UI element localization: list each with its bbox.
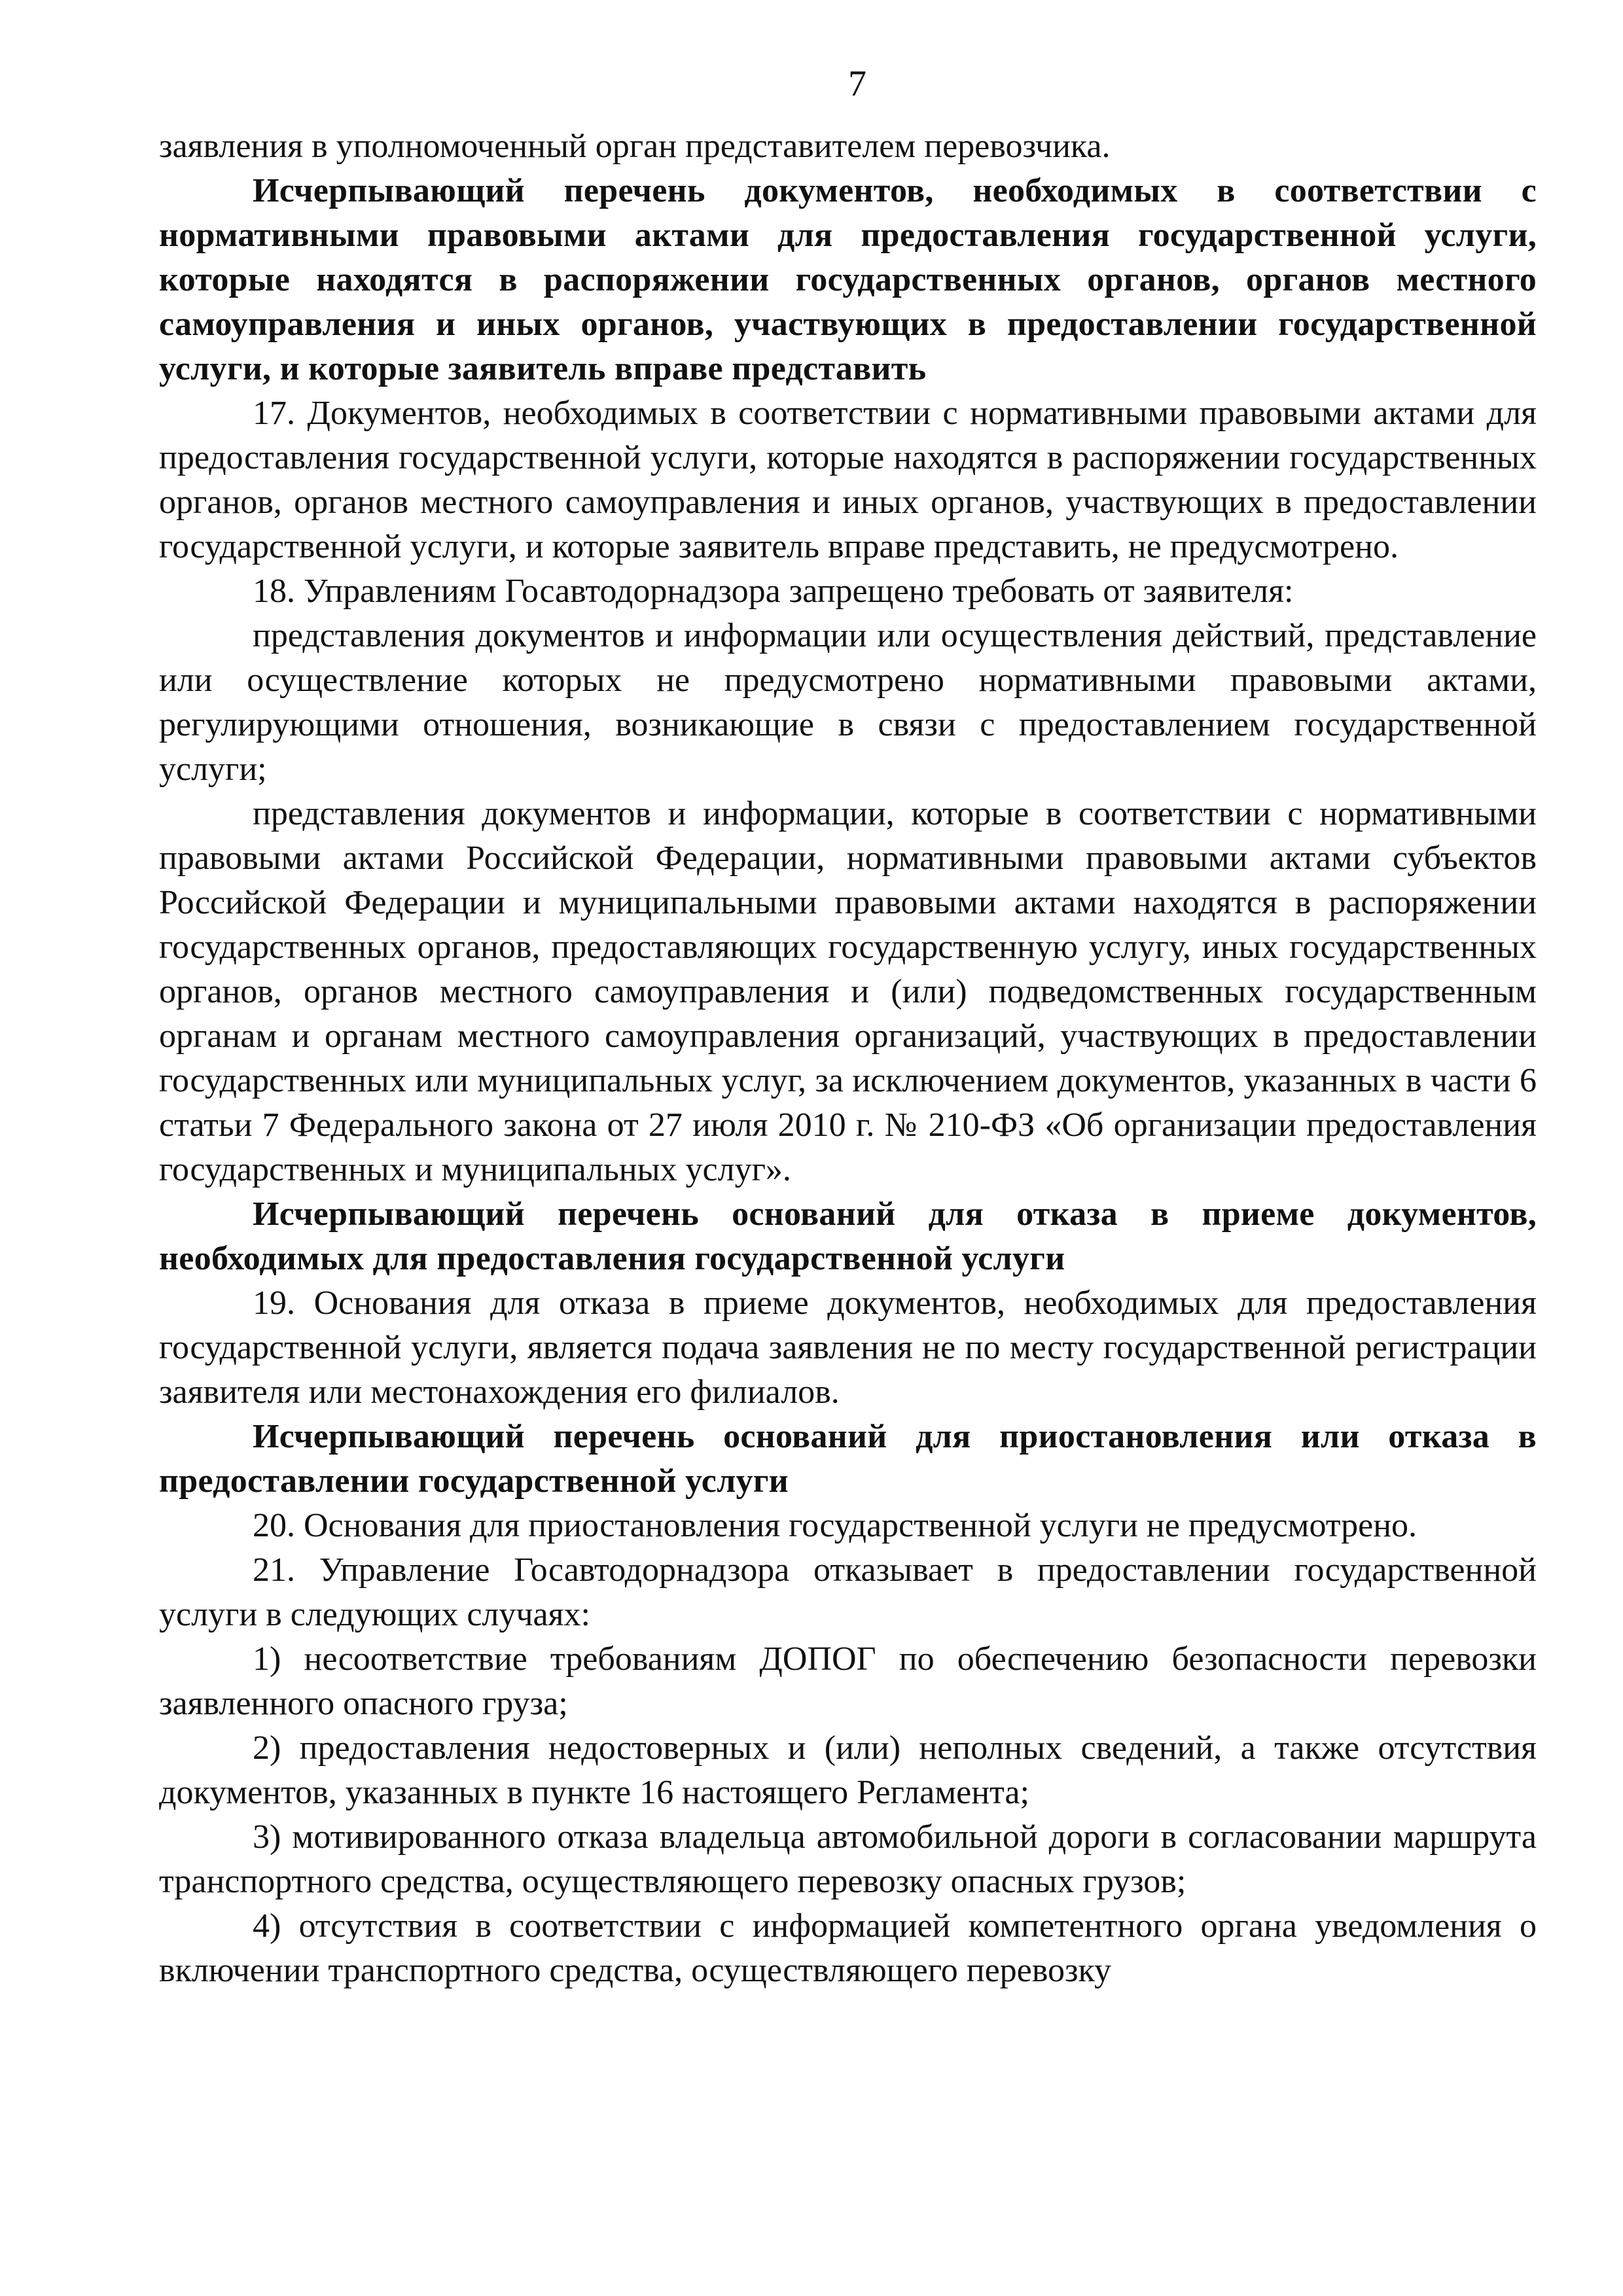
document-body — [159, 124, 1537, 1993]
paragraph-21-item-3: 3) мотивированного отказа владельца автомобильной дороги в согласовании маршрута транспортного средства, осуществляющего перевозку опасных грузов; — [159, 1818, 1537, 1900]
paragraph-19: 19. Основания для отказа в приеме документов, необходимых для предоставления государственной услуги, является подача заявления не по месту государственной регистрации заявителя или местонахождения его филиалов. — [159, 1284, 1537, 1411]
paragraph-21-item-1: 1) несоответствие требованиям ДОПОГ по обеспечению безопасности перевозки заявленного опасного груза; — [159, 1640, 1537, 1722]
paragraph-21-item-4: 4) отсутствия в соответствии с информацией компетентного органа уведомления о включении транспортного средства, осуществляющего перевозку — [159, 1907, 1537, 1989]
section-heading-suspension-refusal: Исчерпывающий перечень оснований для приостановления или отказа в предоставлении государственной услуги — [159, 1418, 1537, 1500]
paragraph-continuation: заявления в уполномоченный орган представителем перевозчика. — [159, 128, 1111, 165]
paragraph-18-item-2: представления документов и информации, которые в соответствии с нормативными правовыми актами Российской Федерации, нормативными правовыми актами субъектов Российской Федерации и муниципальными правовыми актами находятся в распоряжении государственных органов, предоставляющих государственную услугу, иных государственных органов, органов местного самоуправления и (или) подведомственных государственным органам и органам местного самоуправления организаций, участвующих в предоставлении государственных или муниципальных услуг, за исключением документов, указанных в части 6 статьи 7 Федерального закона от 27 июля 2010 г. № 210-ФЗ «Об организации предоставления государственных и муниципальных услуг». — [159, 795, 1537, 1188]
section-heading-refusal-acceptance: Исчерпывающий перечень оснований для отказа в приеме документов, необходимых для предоставления государственной услуги — [159, 1195, 1537, 1277]
paragraph-18-item-1: представления документов и информации или осуществления действий, представление или осуществление которых не предусмотрено нормативными правовыми актами, регулирующими отношения, возникающие в связи с предоставлением государственной услуги; — [159, 617, 1537, 788]
paragraph-21: 21. Управление Госавтодорнадзора отказывает в предоставлении государственной услуги в следующих случаях: — [159, 1551, 1537, 1633]
paragraph-20: 20. Основания для приостановления государственной услуги не предусмотрено. — [253, 1507, 1418, 1544]
section-heading-documents-in-possession: Исчерпывающий перечень документов, необходимых в соответствии с нормативными правовыми актами для предоставления государственной услуги, которые находятся в распоряжении государственных органов, органов местного самоуправления и иных органов, участвующих в предоставлении государственной услуги, и которые заявитель вправе представить — [159, 172, 1537, 387]
paragraph-21-item-2: 2) предоставления недостоверных и (или) неполных сведений, а также отсутствия документов, указанных в пункте 16 настоящего Регламента; — [159, 1729, 1537, 1811]
paragraph-18: 18. Управлениям Госавтодорнадзора запрещено требовать от заявителя: — [253, 573, 1294, 610]
page-number: 7 — [848, 63, 866, 104]
paragraph-17: 17. Документов, необходимых в соответствии с нормативными правовыми актами для предоставления государственной услуги, которые находятся в распоряжении государственных органов, органов местного самоуправления и иных органов, участвующих в предоставлении государственной услуги, и которые заявитель вправе представить, не предусмотрено. — [159, 395, 1537, 565]
